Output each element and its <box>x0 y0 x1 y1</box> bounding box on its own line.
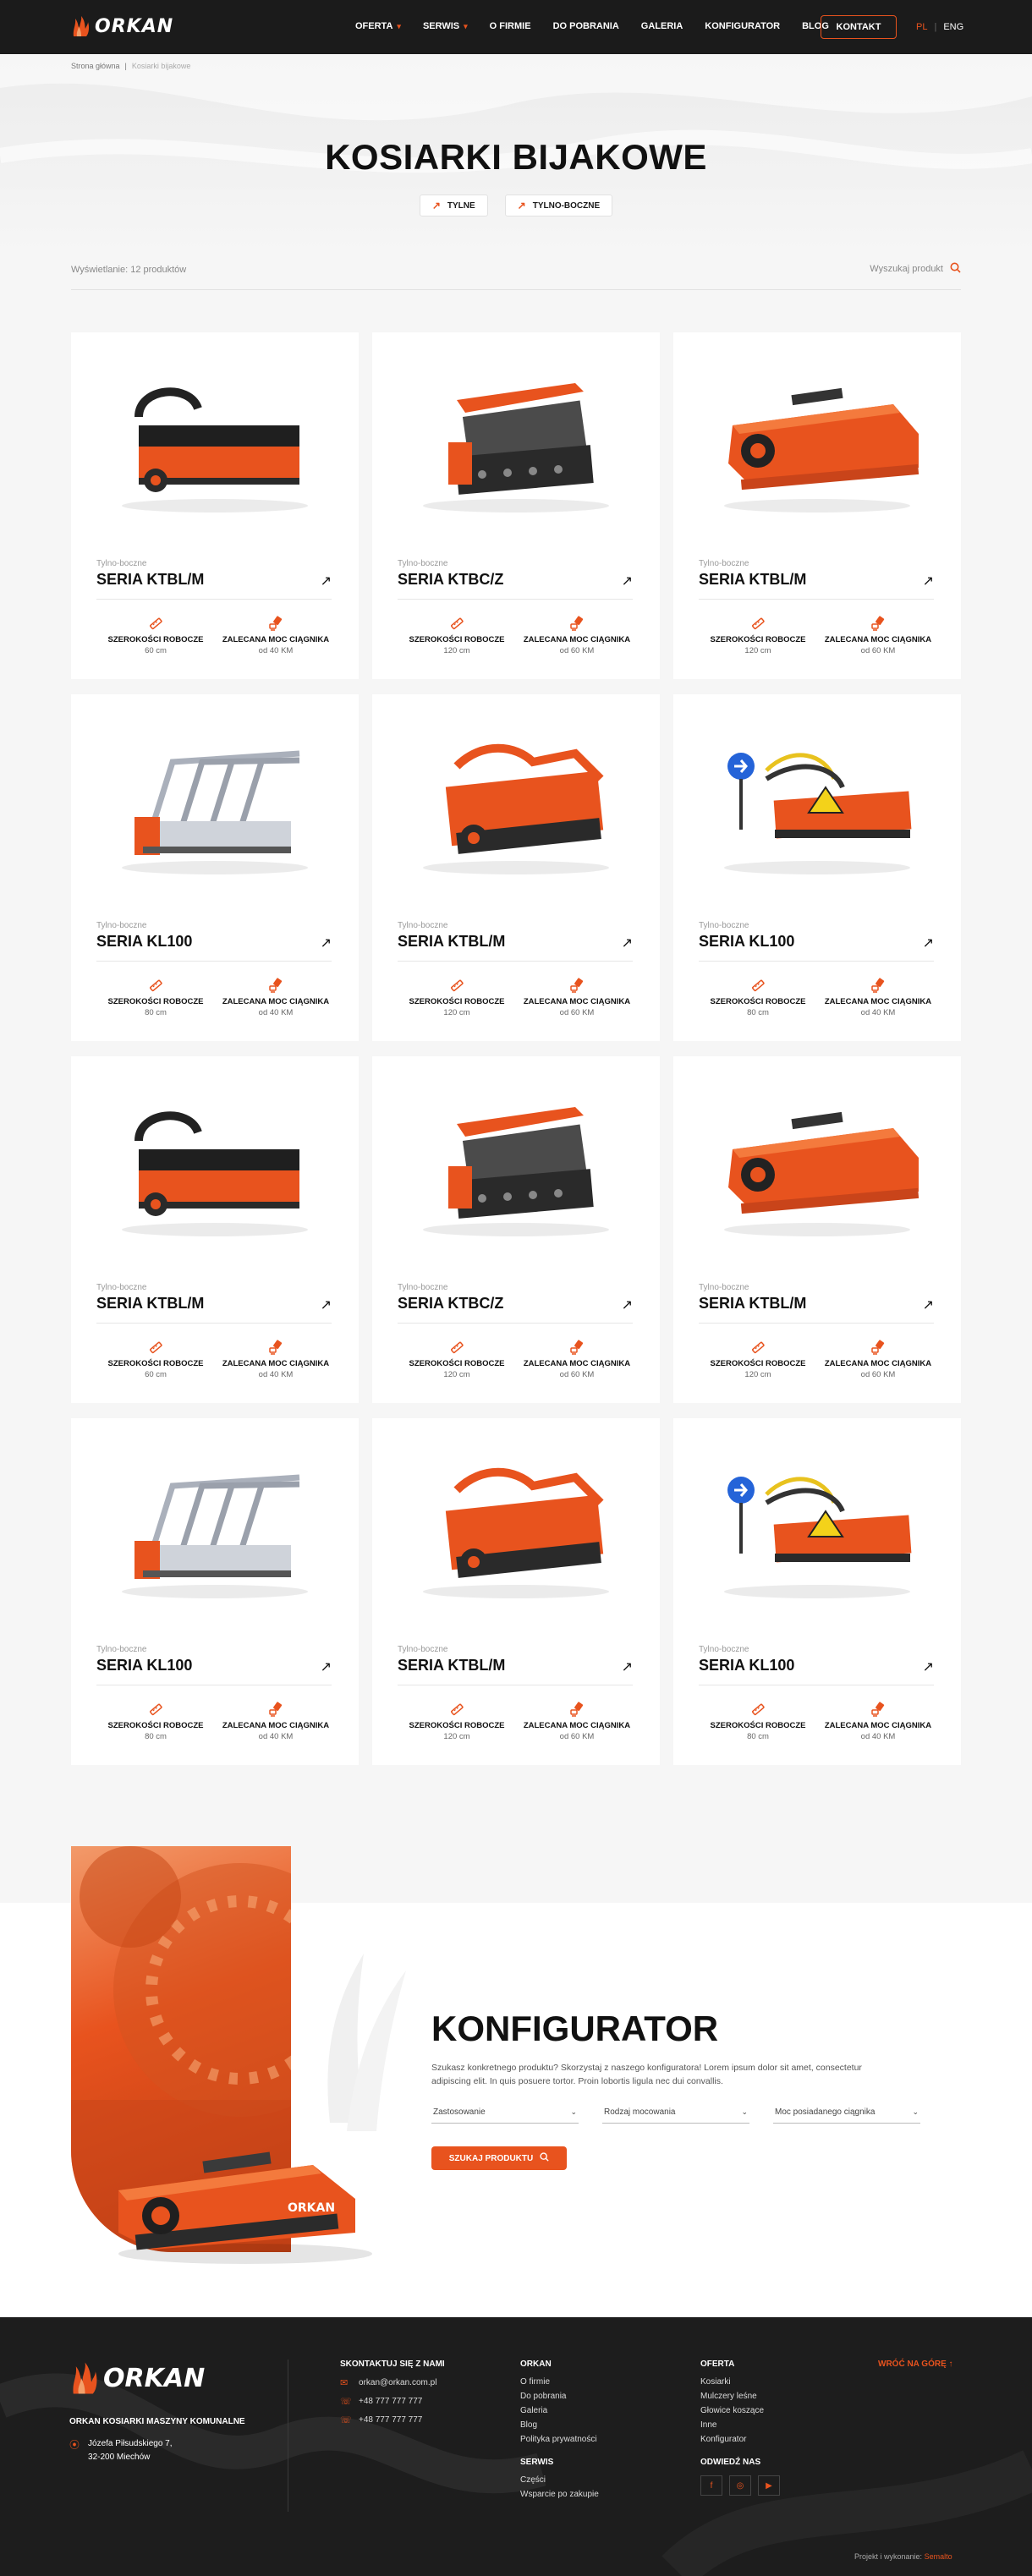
spec-value: 60 cm <box>145 1370 167 1379</box>
spec-width <box>398 1701 516 1741</box>
footer-link[interactable]: Głowice koszące <box>700 2406 765 2415</box>
divider <box>699 961 934 962</box>
select-value: Moc posiadanego ciągnika <box>775 2107 876 2117</box>
spec-power <box>217 1701 335 1741</box>
product-image <box>105 728 325 880</box>
nav-label: OFERTA <box>355 21 393 31</box>
spec-power <box>518 977 636 1017</box>
product-card[interactable] <box>673 1056 961 1403</box>
spec-width <box>398 1339 516 1379</box>
search-product-button[interactable] <box>431 2146 567 2170</box>
spec-label: SZEROKOŚCI ROBOCZE <box>107 1721 204 1730</box>
arrow-up-right-icon[interactable]: ↗ <box>621 936 633 951</box>
logo-wordmark: ORKAN <box>103 2363 206 2393</box>
arrow-up-right-icon[interactable]: ↗ <box>621 574 633 589</box>
footer-link[interactable]: Kosiarki <box>700 2377 731 2387</box>
product-image <box>105 366 325 518</box>
product-category: Tylno-boczne <box>96 1645 147 1654</box>
product-name: SERIA KTBC/Z <box>398 571 504 588</box>
footer-link[interactable]: Części <box>520 2475 546 2485</box>
product-name: SERIA KL100 <box>699 933 795 950</box>
product-card[interactable] <box>372 1056 660 1403</box>
spec-power <box>518 1701 636 1741</box>
spec-value: 80 cm <box>747 1008 769 1017</box>
address-line: Józefa Piłsudskiego 7, <box>88 2439 173 2448</box>
location-pin-icon: ⦿ <box>69 2439 80 2451</box>
product-image <box>707 1452 927 1604</box>
spec-width <box>699 1339 817 1379</box>
spec-value: od 60 KM <box>860 646 896 655</box>
product-image <box>707 366 927 518</box>
product-category: Tylno-boczne <box>398 1283 448 1292</box>
breadcrumb <box>71 62 190 70</box>
spec-label: ZALECANA MOC CIĄGNIKA <box>523 1721 631 1730</box>
nav-oferta[interactable] <box>355 21 401 31</box>
select-moc-ciagnika[interactable] <box>773 2102 920 2124</box>
select-value: Rodzaj mocowania <box>604 2107 676 2117</box>
chevron-down-icon: ⌄ <box>570 2107 577 2116</box>
search-icon <box>540 2152 549 2164</box>
filter-label: TYLNO-BOCZNE <box>532 200 601 211</box>
spec-value: od 40 KM <box>258 1008 294 1017</box>
spec-value: 120 cm <box>443 1008 470 1017</box>
spec-power <box>819 615 937 655</box>
product-category: Tylno-boczne <box>699 1283 749 1292</box>
product-category: Tylno-boczne <box>699 921 749 930</box>
product-name: SERIA KL100 <box>96 1657 193 1674</box>
arrow-up-icon: ↑ <box>948 2360 953 2369</box>
spec-value: 80 cm <box>145 1732 167 1741</box>
spec-width <box>699 1701 817 1741</box>
arrow-up-right-icon[interactable]: ↗ <box>922 574 934 589</box>
divider <box>96 599 332 600</box>
footer-heading: SERWIS <box>520 2458 554 2467</box>
product-category: Tylno-boczne <box>398 921 448 930</box>
product-card[interactable] <box>71 1418 359 1765</box>
arrow-up-right-icon: ↗ <box>517 200 526 211</box>
lang-pl[interactable]: PL <box>916 22 928 32</box>
nav-serwis[interactable] <box>423 21 468 31</box>
phone-icon: ☏ <box>340 2397 352 2407</box>
nav-label: SERWIS <box>422 21 460 31</box>
nav-do-pobrania[interactable] <box>553 21 619 31</box>
spec-power <box>819 1339 937 1379</box>
lang-eng[interactable]: ENG <box>943 22 964 32</box>
product-image <box>707 728 927 880</box>
configurator-description: Szukasz konkretnego produktu? Skorzystaj z naszego konfiguratora! Lorem ipsum dolor sit amet, consectetur adipiscing elit. In quis posuere tortor. Proin lobortis ligula nec dui convallis. <box>431 2063 862 2087</box>
spec-label: ZALECANA MOC CIĄGNIKA <box>222 635 330 644</box>
ruler-icon <box>699 977 817 994</box>
product-image <box>406 1090 626 1242</box>
spec-label: SZEROKOŚCI ROBOCZE <box>409 1721 505 1730</box>
spec-label: SZEROKOŚCI ROBOCZE <box>409 997 505 1006</box>
footer-heading: SKONTAKTUJ SIĘ Z NAMI <box>340 2360 445 2369</box>
phone-icon: ☏ <box>340 2415 352 2425</box>
footer-link[interactable]: Inne <box>700 2420 717 2430</box>
spec-value: 120 cm <box>443 1732 470 1741</box>
footer-link[interactable]: Wsparcie po zakupie <box>520 2490 599 2499</box>
spec-label: ZALECANA MOC CIĄGNIKA <box>824 1721 932 1730</box>
divider <box>96 1323 332 1324</box>
arrow-up-right-icon[interactable]: ↗ <box>320 574 332 589</box>
product-image <box>406 728 626 880</box>
lang-separator: | <box>934 22 937 32</box>
nav-label: O FIRMIE <box>489 21 531 31</box>
credit-brand[interactable]: Semalto <box>924 2552 952 2561</box>
tractor-power-icon <box>217 977 335 994</box>
product-name: SERIA KTBL/M <box>96 1295 205 1312</box>
spec-width <box>96 1701 215 1741</box>
footer-oferta-links <box>700 2360 780 2496</box>
credit-prefix: Projekt i wykonanie: <box>854 2552 923 2561</box>
product-name: SERIA KL100 <box>699 1657 795 1674</box>
mail-icon: ✉ <box>340 2378 349 2388</box>
nav-konfigurator[interactable] <box>705 21 780 31</box>
spec-value: 60 cm <box>145 646 167 655</box>
spec-value: od 40 KM <box>860 1008 896 1017</box>
spec-value: od 60 KM <box>559 646 595 655</box>
nav-label: KONFIGURATOR <box>705 21 781 31</box>
chevron-down-icon: ⌄ <box>912 2107 919 2116</box>
divider <box>398 599 633 600</box>
select-rodzaj-mocowania[interactable] <box>602 2102 749 2124</box>
product-card[interactable] <box>673 694 961 1041</box>
spec-value: od 40 KM <box>860 1732 896 1741</box>
footer-link[interactable]: Mulczery leśne <box>700 2392 757 2401</box>
breadcrumb-current: Kosiarki bijakowe <box>131 62 191 70</box>
spec-value: 80 cm <box>747 1732 769 1741</box>
nav-o-firmie[interactable] <box>490 21 531 31</box>
ruler-icon <box>699 615 817 632</box>
chevron-down-icon: ▾ <box>464 21 468 30</box>
filter-label: TYLNE <box>447 200 475 211</box>
contact-phone[interactable] <box>340 2414 445 2425</box>
contact-phone[interactable] <box>340 2396 445 2407</box>
spec-power <box>217 1339 335 1379</box>
youtube-icon[interactable]: ▶ <box>758 2475 780 2496</box>
product-image <box>105 1090 325 1242</box>
product-count: Wyświetlanie: 12 produktów <box>71 265 187 275</box>
arrow-up-right-icon[interactable]: ↗ <box>320 1660 332 1674</box>
spec-width <box>96 615 215 655</box>
spec-label: ZALECANA MOC CIĄGNIKA <box>824 997 932 1006</box>
tractor-power-icon <box>217 615 335 632</box>
product-category: Tylno-boczne <box>96 559 147 568</box>
product-category: Tylno-boczne <box>398 1645 448 1654</box>
spec-value: 120 cm <box>443 1370 470 1379</box>
spec-power <box>518 1339 636 1379</box>
arrow-up-right-icon[interactable]: ↗ <box>320 936 332 951</box>
language-switcher <box>916 22 963 32</box>
flame-logo-icon <box>69 2361 98 2395</box>
arrow-up-right-icon[interactable]: ↗ <box>922 1660 934 1674</box>
contact-button[interactable]: KONTAKT <box>821 15 897 39</box>
spec-label: SZEROKOŚCI ROBOCZE <box>710 1721 806 1730</box>
contact-value: +48 777 777 777 <box>359 2415 423 2425</box>
product-toolbar <box>71 265 961 290</box>
product-card[interactable] <box>372 694 660 1041</box>
footer-heading: ODWIEDŹ NAS <box>700 2458 761 2467</box>
chevron-down-icon: ▾ <box>397 21 401 30</box>
product-name: SERIA KTBL/M <box>699 571 807 588</box>
ruler-icon <box>96 615 215 632</box>
nav-label: GALERIA <box>640 21 683 31</box>
spec-value: od 60 KM <box>559 1008 595 1017</box>
spec-width <box>699 615 817 655</box>
contact-email[interactable] <box>340 2377 445 2388</box>
instagram-icon[interactable]: ◎ <box>729 2475 751 2496</box>
spec-value: od 60 KM <box>559 1370 595 1379</box>
product-category: Tylno-boczne <box>96 1283 147 1292</box>
spec-label: SZEROKOŚCI ROBOCZE <box>107 1359 204 1368</box>
tractor-power-icon <box>518 1339 636 1356</box>
spec-value: od 40 KM <box>258 1370 294 1379</box>
page-title: KOSIARKI BIJAKOWE <box>325 137 707 177</box>
product-image <box>406 1452 626 1604</box>
ruler-icon <box>699 1339 817 1356</box>
product-category: Tylno-boczne <box>398 559 448 568</box>
main-nav <box>355 21 851 31</box>
arrow-up-right-icon[interactable]: ↗ <box>621 1660 633 1674</box>
product-image <box>406 366 626 518</box>
divider <box>699 599 934 600</box>
product-name: SERIA KTBC/Z <box>398 1295 504 1312</box>
logo[interactable] <box>71 15 173 37</box>
spec-width <box>398 977 516 1017</box>
spec-label: ZALECANA MOC CIĄGNIKA <box>523 997 631 1006</box>
contact-value: orkan@orkan.com.pl <box>359 2378 437 2387</box>
product-name: SERIA KL100 <box>96 933 193 950</box>
tractor-power-icon <box>518 1701 636 1718</box>
spec-label: ZALECANA MOC CIĄGNIKA <box>523 635 631 644</box>
divider <box>96 961 332 962</box>
spec-power <box>518 615 636 655</box>
address-line: 32-200 Miechów <box>88 2452 151 2462</box>
ruler-icon <box>398 1701 516 1718</box>
configurator-machine-image <box>102 2131 372 2266</box>
footer-link[interactable]: Blog <box>520 2420 538 2430</box>
product-name: SERIA KTBL/M <box>398 933 506 950</box>
credit <box>854 2552 952 2561</box>
company-name: ORKAN KOSIARKI MASZYNY KOMUNALNE <box>69 2417 245 2426</box>
spec-label: SZEROKOŚCI ROBOCZE <box>409 635 505 644</box>
spec-value: od 40 KM <box>258 646 294 655</box>
product-image <box>105 1452 325 1604</box>
footer-orkan-links <box>520 2360 599 2504</box>
tractor-power-icon <box>518 977 636 994</box>
logo-wordmark: ORKAN <box>95 15 174 37</box>
spec-label: ZALECANA MOC CIĄGNIKA <box>222 1359 330 1368</box>
contact-value: +48 777 777 777 <box>359 2397 423 2406</box>
product-card[interactable] <box>372 1418 660 1765</box>
configurator-title: KONFIGURATOR <box>431 2009 719 2048</box>
product-grid <box>71 332 961 1765</box>
select-value: Zastosowanie <box>433 2107 486 2117</box>
product-image <box>707 1090 927 1242</box>
hero <box>0 54 1032 257</box>
nav-label: DO POBRANIA <box>552 21 619 31</box>
button-label: SZUKAJ PRODUKTU <box>448 2153 534 2163</box>
search-input[interactable]: Wyszukaj produkt <box>870 264 943 274</box>
footer-heading: ORKAN <box>520 2360 552 2369</box>
ruler-icon <box>398 615 516 632</box>
footer-link[interactable]: Polityka prywatności <box>520 2435 597 2444</box>
spec-value: 120 cm <box>744 646 771 655</box>
arrow-up-right-icon: ↗ <box>431 200 441 211</box>
spec-label: ZALECANA MOC CIĄGNIKA <box>824 635 932 644</box>
arrow-up-right-icon[interactable]: ↗ <box>320 1298 332 1313</box>
nav-label: BLOG <box>802 21 829 31</box>
spec-power <box>819 1701 937 1741</box>
flame-logo-icon <box>71 15 90 37</box>
product-category: Tylno-boczne <box>699 1645 749 1654</box>
search-icon[interactable] <box>950 262 961 276</box>
spec-label: SZEROKOŚCI ROBOCZE <box>710 635 806 644</box>
arrow-up-right-icon[interactable]: ↗ <box>621 1298 633 1313</box>
tractor-power-icon <box>819 977 937 994</box>
divider <box>398 961 633 962</box>
spec-value: 80 cm <box>145 1008 167 1017</box>
spec-value: 120 cm <box>443 646 470 655</box>
chevron-down-icon: ⌄ <box>741 2107 748 2116</box>
product-card[interactable] <box>673 332 961 679</box>
back-to-top-label: WRÓĆ NA GÓRĘ <box>878 2360 947 2369</box>
product-name: SERIA KTBL/M <box>96 571 205 588</box>
spec-width <box>96 977 215 1017</box>
spec-power <box>217 615 335 655</box>
footer-link[interactable]: Do pobrania <box>520 2392 567 2401</box>
configurator-filters <box>431 2102 920 2124</box>
product-card[interactable] <box>71 694 359 1041</box>
select-zastosowanie[interactable] <box>431 2102 579 2124</box>
facebook-icon[interactable]: f <box>700 2475 722 2496</box>
spec-label: SZEROKOŚCI ROBOCZE <box>107 635 204 644</box>
product-card[interactable] <box>71 1056 359 1403</box>
ruler-icon <box>398 977 516 994</box>
nav-galeria[interactable] <box>641 21 683 31</box>
product-category: Tylno-boczne <box>699 559 749 568</box>
spec-value: od 60 KM <box>559 1732 595 1741</box>
site-header <box>0 0 1032 54</box>
spec-power <box>217 977 335 1017</box>
filter-tylno-boczne[interactable] <box>505 195 613 216</box>
breadcrumb-home[interactable]: Strona główna <box>71 62 120 70</box>
footer-link[interactable]: Konfigurator <box>700 2435 747 2444</box>
ruler-icon <box>699 1701 817 1718</box>
spec-label: SZEROKOŚCI ROBOCZE <box>409 1359 505 1368</box>
product-card[interactable] <box>71 332 359 679</box>
spec-label: SZEROKOŚCI ROBOCZE <box>107 997 204 1006</box>
footer-logo[interactable] <box>69 2361 205 2395</box>
spec-power <box>819 977 937 1017</box>
ruler-icon <box>96 1339 215 1356</box>
tractor-power-icon <box>819 1701 937 1718</box>
spec-value: od 40 KM <box>258 1732 294 1741</box>
spec-width <box>96 1339 215 1379</box>
product-search[interactable] <box>870 262 961 276</box>
breadcrumb-separator: | <box>124 62 127 70</box>
footer-link[interactable]: O firmie <box>520 2377 550 2387</box>
product-card[interactable] <box>372 332 660 679</box>
spec-width <box>398 615 516 655</box>
footer-link[interactable]: Galeria <box>520 2406 548 2415</box>
spec-label: ZALECANA MOC CIĄGNIKA <box>222 1721 330 1730</box>
divider <box>398 1323 633 1324</box>
svg-text:ORKAN: ORKAN <box>288 2201 336 2215</box>
spec-value: od 60 KM <box>860 1370 896 1379</box>
tractor-power-icon <box>217 1339 335 1356</box>
tractor-power-icon <box>819 615 937 632</box>
product-name: SERIA KTBL/M <box>398 1657 506 1674</box>
social-links <box>700 2475 780 2496</box>
ruler-icon <box>398 1339 516 1356</box>
ruler-icon <box>96 1701 215 1718</box>
product-category: Tylno-boczne <box>96 921 147 930</box>
tractor-power-icon <box>518 615 636 632</box>
spec-value: 120 cm <box>744 1370 771 1379</box>
arrow-up-right-icon[interactable]: ↗ <box>922 1298 934 1313</box>
footer-contact <box>340 2360 445 2433</box>
filter-tylne[interactable] <box>420 195 488 216</box>
company-address <box>69 2437 173 2464</box>
product-card[interactable] <box>673 1418 961 1765</box>
spec-label: ZALECANA MOC CIĄGNIKA <box>523 1359 631 1368</box>
spec-width <box>699 977 817 1017</box>
product-name: SERIA KTBL/M <box>699 1295 807 1312</box>
site-footer <box>0 2317 1032 2576</box>
divider <box>699 1323 934 1324</box>
spec-label: SZEROKOŚCI ROBOCZE <box>710 997 806 1006</box>
footer-heading: OFERTA <box>700 2360 735 2369</box>
spec-label: ZALECANA MOC CIĄGNIKA <box>222 997 330 1006</box>
category-filters <box>0 195 1032 216</box>
back-to-top-button[interactable] <box>878 2360 953 2369</box>
spec-label: SZEROKOŚCI ROBOCZE <box>710 1359 806 1368</box>
ruler-icon <box>96 977 215 994</box>
tractor-power-icon <box>217 1701 335 1718</box>
spec-label: ZALECANA MOC CIĄGNIKA <box>824 1359 932 1368</box>
tractor-power-icon <box>819 1339 937 1356</box>
arrow-up-right-icon[interactable]: ↗ <box>922 936 934 951</box>
